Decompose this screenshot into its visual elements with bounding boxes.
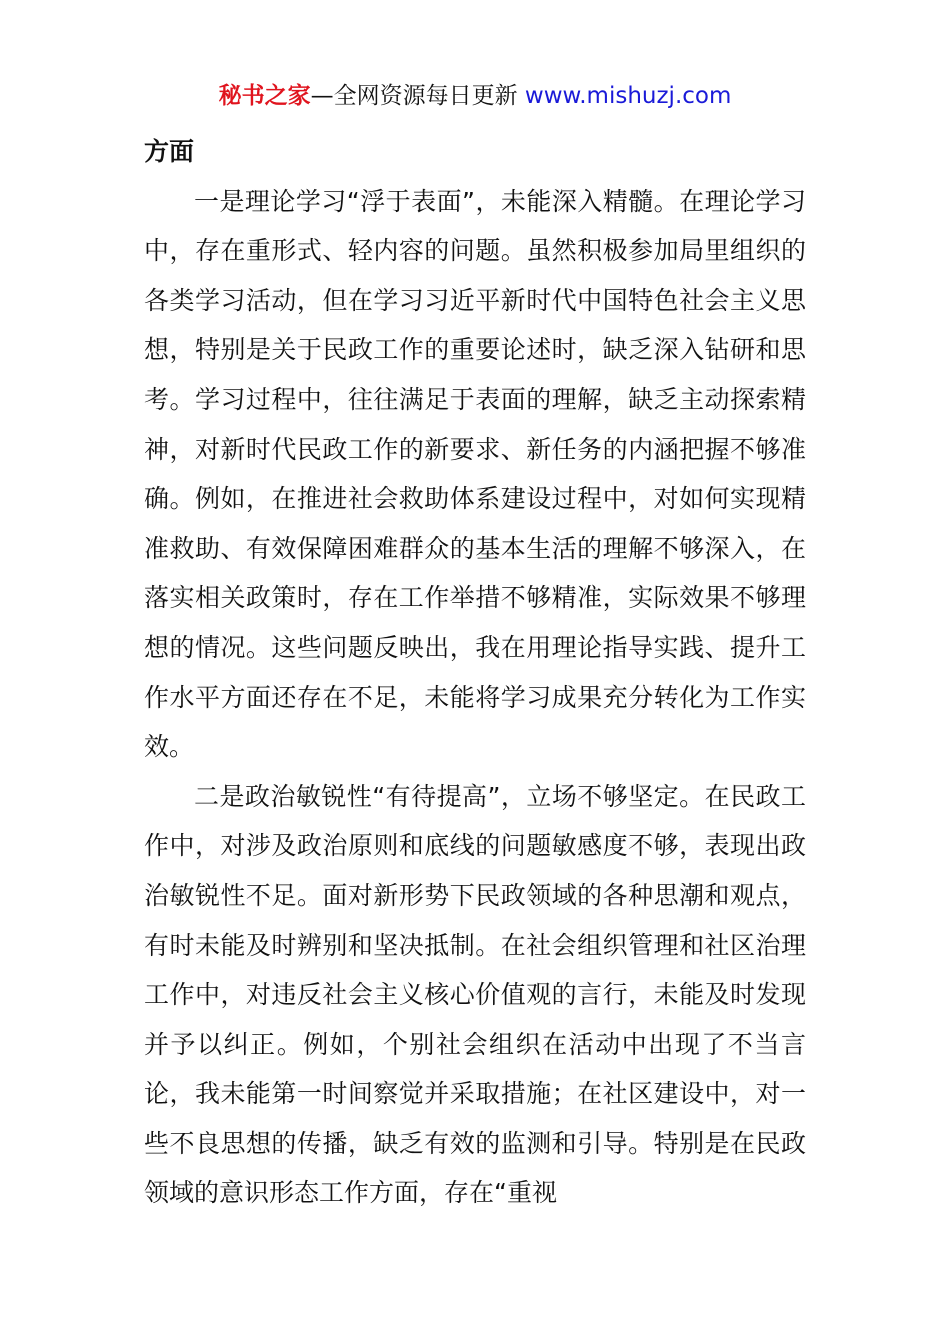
section-heading: 方面: [144, 137, 195, 166]
page-header: [0, 80, 950, 112]
paragraph-2: 二是政治敏锐性“有待提高”，立场不够坚定。在民政工作中，对涉及政治原则和底线的问题敏感度不够，表现出政治敏锐性不足。面对新形势下民政领域的各种思潮和观点，有时未能及时辨别和坚决抵制。在社会组织管理和社区治理工作中，对违反社会主义核心价值观的言行，未能及时发现并予以纠正。例如，个别社会组织在活动中出现了不当言论，我未能第一时间察觉并采取措施；在社区建设中，对一些不良思想的传播，缺乏有效的监测和引导。特别是在民政领域的意识形态工作方面，存在“重视: [144, 781, 806, 1208]
brand-name: 秘书之家: [218, 83, 311, 109]
document-body: [144, 127, 806, 1218]
paragraph-1: 一是理论学习“浮于表面”，未能深入精髓。在理论学习中，存在重形式、轻内容的问题。虽然积极参加局里组织的各类学习活动，但在学习习近平新时代中国特色社会主义思想，特别是关于民政工作的重要论述时，缺乏深入钻研和思考。学习过程中，往往满足于表面的理解，缺乏主动探索精神，对新时代民政工作的新要求、新任务的内涵把握不够准确。例如，在推进社会救助体系建设过程中，对如何实现精准救助、有效保障困难群众的基本生活的理解不够深入，在落实相关政策时，存在工作举措不够精准，实际效果不够理想的情况。这些问题反映出，我在用理论指导实践、提升工作水平方面还存在不足，未能将学习成果充分转化为工作实效。: [144, 186, 806, 762]
website-link[interactable]: www.mishuzj.com: [524, 83, 732, 109]
header-slogan: —全网资源每日更新: [310, 83, 525, 109]
